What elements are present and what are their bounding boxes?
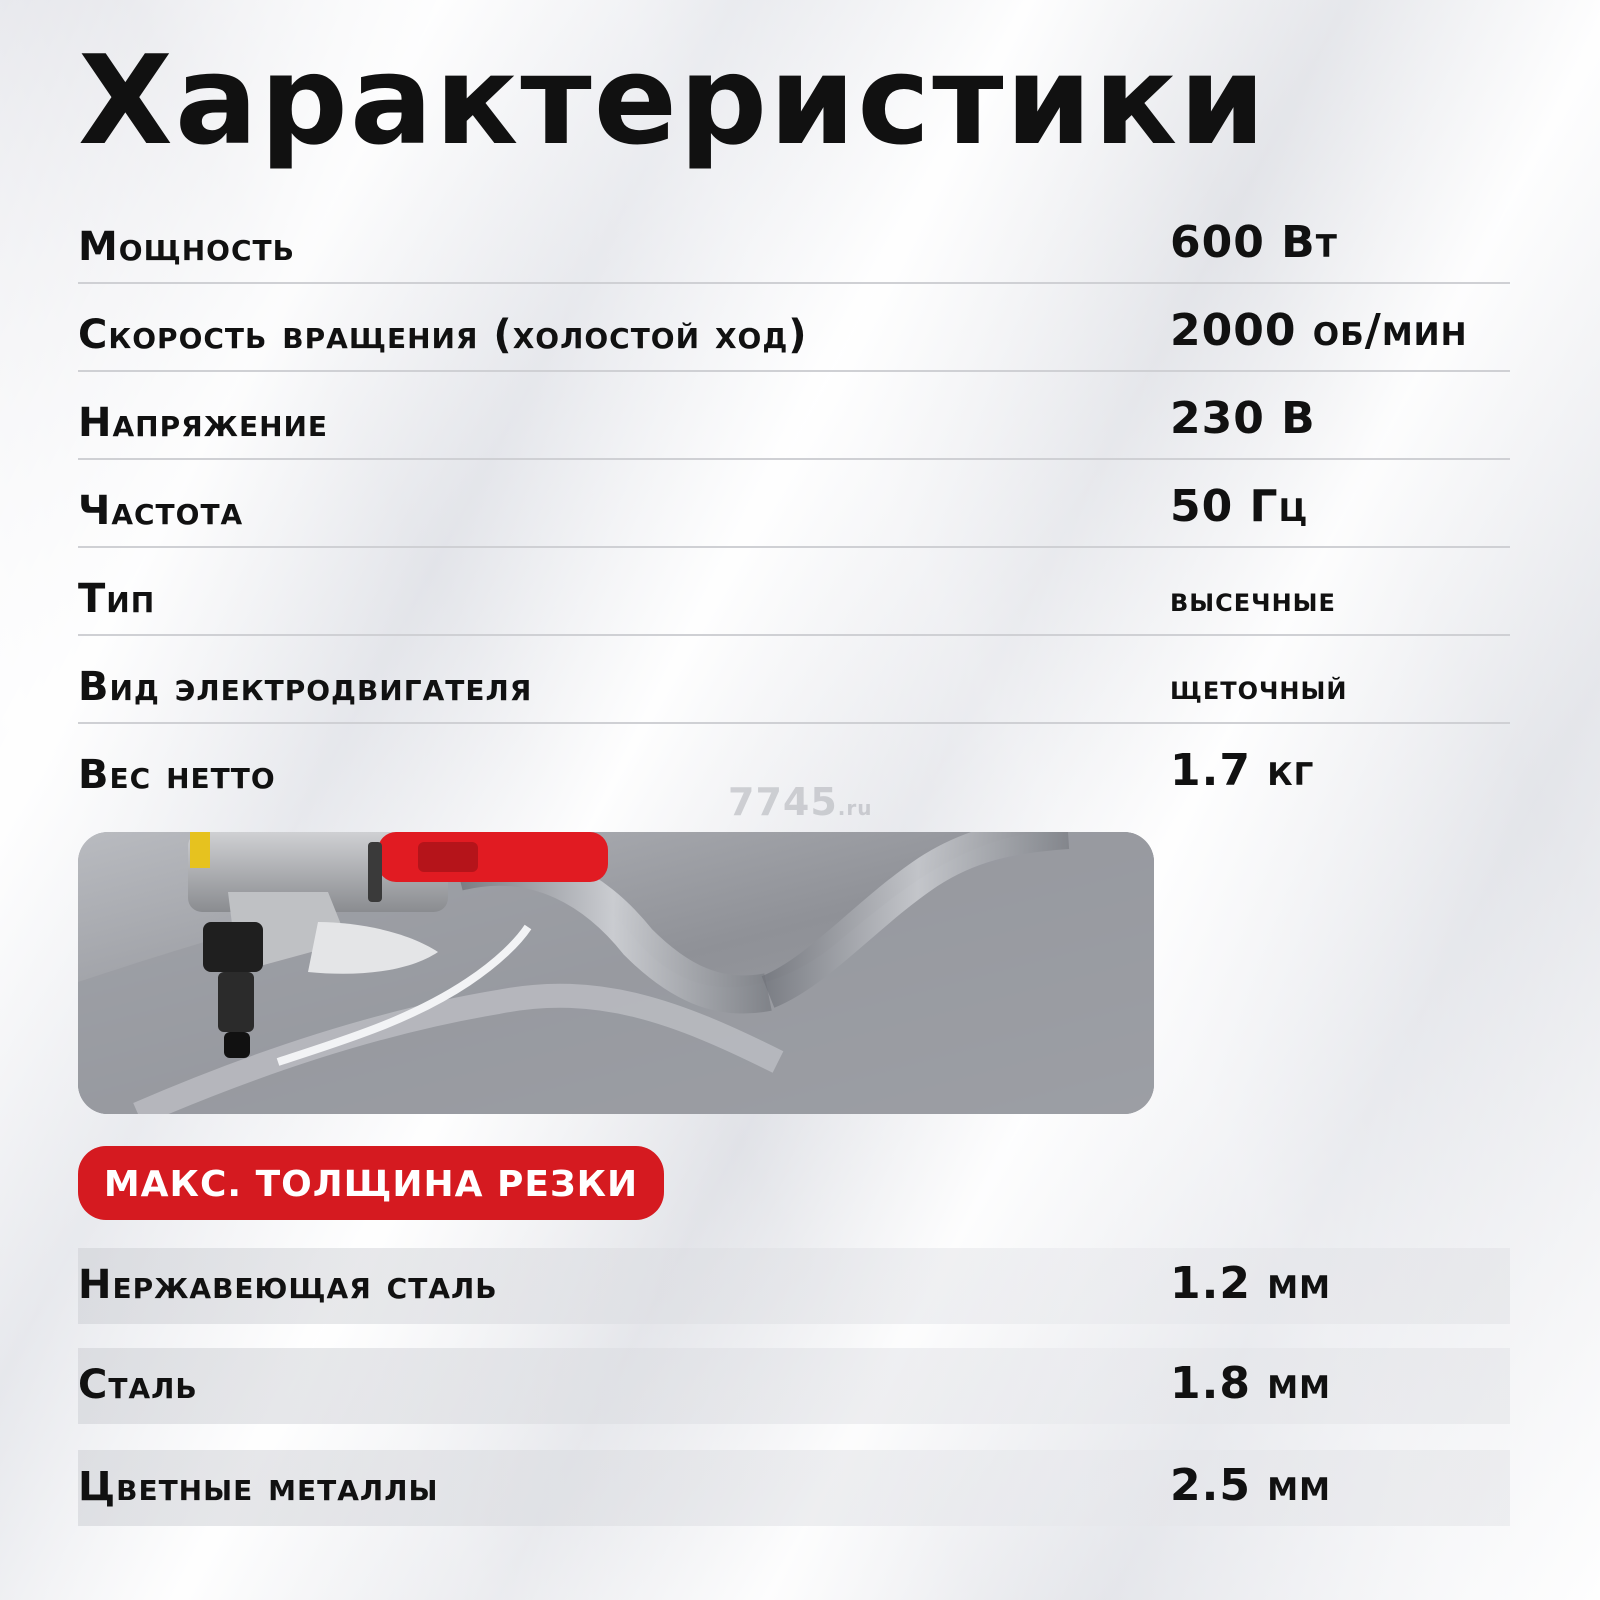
divider xyxy=(78,282,1510,284)
divider xyxy=(78,634,1510,636)
page-title: Характеристики xyxy=(78,30,1268,173)
spec-label: Вес нетто xyxy=(78,752,276,798)
divider xyxy=(78,370,1510,372)
spec-row-frequency xyxy=(78,462,1510,548)
cut-label: Цветные металлы xyxy=(78,1464,439,1510)
spec-row-type xyxy=(78,550,1510,636)
spec-row-speed xyxy=(78,286,1510,372)
cut-value: 1.8 мм xyxy=(1170,1358,1331,1409)
cut-label: Сталь xyxy=(78,1362,198,1408)
watermark: 7745.ru xyxy=(728,780,873,824)
max-cut-thickness-badge xyxy=(78,1146,664,1220)
cut-label: Нержавеющая сталь xyxy=(78,1262,498,1308)
spec-value: 600 Вт xyxy=(1170,217,1338,268)
corrugated-sheet-with-shears-illustration xyxy=(78,832,1154,1114)
cut-row-stainless xyxy=(78,1248,1510,1324)
spec-label: Мощность xyxy=(78,224,295,270)
product-photo xyxy=(78,832,1154,1114)
spec-value: 50 Гц xyxy=(1170,481,1309,532)
spec-value: высечные xyxy=(1170,580,1336,620)
divider xyxy=(78,546,1510,548)
spec-label: Скорость вращения (холостой ход) xyxy=(78,312,808,358)
spec-row-voltage xyxy=(78,374,1510,460)
spec-value: щеточный xyxy=(1170,668,1348,708)
divider xyxy=(78,458,1510,460)
spec-row-power xyxy=(78,198,1510,284)
spec-value: 230 В xyxy=(1170,393,1316,444)
cut-row-steel xyxy=(78,1348,1510,1424)
spec-label: Вид электродвигателя xyxy=(78,664,533,710)
divider xyxy=(78,722,1510,724)
spec-row-motor xyxy=(78,638,1510,724)
spec-value: 1.7 кг xyxy=(1170,745,1315,796)
spec-label: Частота xyxy=(78,488,244,534)
cut-value: 2.5 мм xyxy=(1170,1460,1331,1511)
spec-label: Тип xyxy=(78,576,156,622)
spec-value: 2000 об/мин xyxy=(1170,305,1468,356)
cut-row-nonferrous xyxy=(78,1450,1510,1526)
badge-label: МАКС. ТОЛЩИНА РЕЗКИ xyxy=(103,1164,639,1205)
spec-label: Напряжение xyxy=(78,400,329,446)
cut-value: 1.2 мм xyxy=(1170,1258,1331,1309)
